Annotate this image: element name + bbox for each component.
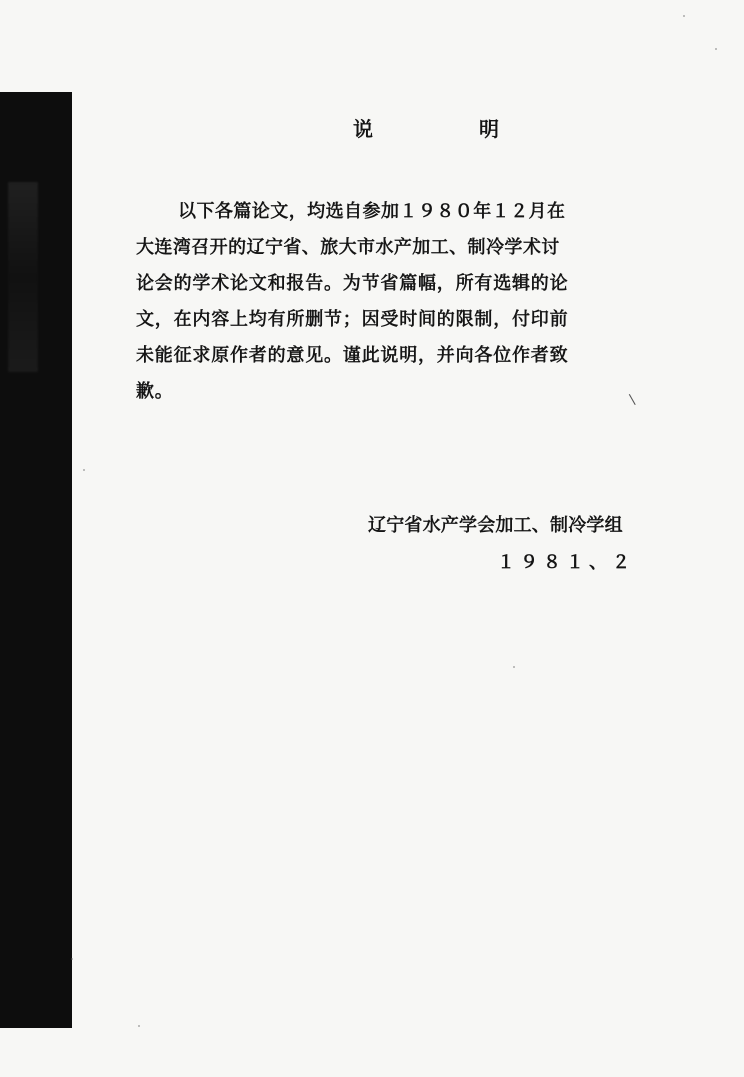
scan-speck [513,666,515,668]
paragraph-line: 未能征求原作者的意见。谨此说明，并向各位作者致 [136,345,569,366]
paragraph-line: 大连湾召开的辽宁省、旅大市水产加工、制冷学术讨 [136,237,560,258]
scan-speck [715,48,717,50]
title-right-character: 明 [479,117,499,141]
signature-organization: 辽宁省水产学会加工、制冷学组 [368,515,623,536]
scan-speck [683,15,685,17]
explanation-paragraph [136,194,704,410]
title-left-character: 说 [353,117,373,141]
scan-mark: \ [628,391,637,409]
scan-shadow-edge [0,92,72,1028]
paragraph-line: 文，在内容上均有所删节；因受时间的限制，付印前 [136,309,569,330]
paragraph-line: 以下各篇论文，均选自参加１９８０年１２月在 [178,201,566,222]
signature-date: １９８１、２ [497,552,635,573]
scan-speck [138,1025,140,1027]
paragraph-line: 歉。 [136,381,174,402]
page-title [0,113,744,141]
scan-speck [83,469,85,471]
paragraph-line: 论会的学术论文和报告。为节省篇幅，所有选辑的论 [136,273,569,294]
scan-speck [71,958,73,960]
